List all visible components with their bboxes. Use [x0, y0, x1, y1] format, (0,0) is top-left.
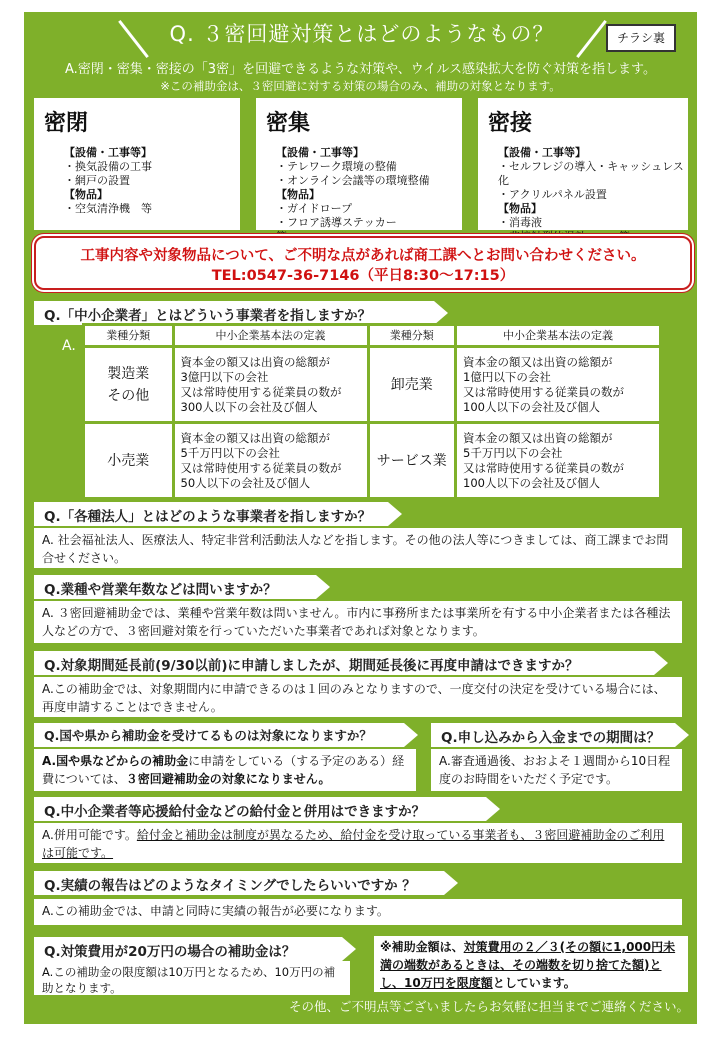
- category-line: ・テレワーク環境の整備: [276, 160, 397, 173]
- table-header: 中小企業基本法の定義: [173, 325, 368, 347]
- category-line: ・アクリルパネル設置: [498, 188, 607, 201]
- category-body: [498, 146, 686, 244]
- answer-text: A.併用可能です。: [42, 828, 137, 842]
- category-heading: [44, 106, 88, 137]
- category-heading-first: 密: [44, 111, 67, 136]
- contact-box: [34, 236, 692, 290]
- answer-q7: [34, 823, 682, 863]
- question-bar-q5: [34, 723, 404, 747]
- category-line: ・オンライン会議等の環境整備: [276, 174, 430, 187]
- industry-cell: 製造業 その他: [84, 347, 174, 423]
- note-text: ※補助金額は、: [380, 940, 464, 954]
- category-line: 【設備・工事等】: [276, 146, 364, 159]
- header-note: ※この補助金は、３密回避に対する対策の場合のみ、補助の対象となります。: [160, 79, 561, 93]
- flyer-back-tag: チラシ裏: [606, 24, 676, 52]
- answer-q9: A.この補助金の限度額は10万円となるため、10万円の補助となります。: [34, 961, 350, 995]
- answer-label: A.: [62, 338, 76, 354]
- flyer-page: [24, 12, 697, 1024]
- question-bar-q9: [34, 937, 342, 961]
- note-text: としています。: [492, 976, 576, 990]
- category-heading: [488, 106, 532, 137]
- category-line: ・換気設備の工事: [64, 160, 152, 173]
- question-bar-q3: [34, 575, 316, 599]
- category-heading-rest: 閉: [66, 111, 89, 136]
- answer-q6: A.審査通過後、おおよそ１週間から10日程度のお時間をいただく予定です。: [431, 749, 682, 791]
- arrow-right-icon: [316, 575, 330, 599]
- arrow-right-icon: [654, 651, 668, 675]
- category-heading-rest: 集: [288, 111, 311, 136]
- answer-q4: A.この補助金では、対象期間内に申請できるのは１回のみとなりますので、一度交付の決定を受けている場合には、再度申請することはできません。: [34, 677, 682, 717]
- category-line: ・網戸の設置: [64, 174, 130, 187]
- question-text: Q.国や県から補助金を受けてるものは対象になりますか？: [44, 728, 372, 743]
- category-line: 【物品】: [276, 188, 320, 201]
- industry-cell: 卸売業: [368, 347, 456, 423]
- answer-emphasis: ３密回避補助金の対象になりません。: [125, 772, 331, 786]
- category-box-closed: [34, 98, 240, 230]
- question-text: Q.「中小企業者」とはどういう事業者を指しますか？: [44, 308, 372, 324]
- answer-q3: A. ３密回避補助金では、業種や営業年数は問いません。市内に事務所または事業所を有する中小企業者または各種法人などの方で、３密回避対策を行っていただいた事業者であれば対象となります。: [34, 601, 682, 643]
- category-heading-rest: 接: [510, 111, 533, 136]
- answer-q2: A. 社会福祉法人、医療法人、特定非営利活動法人などを指します。その他の法人等につきましては、商工課までお問合せください。: [34, 528, 682, 568]
- question-text: Q.業種や営業年数などは問いますか？: [44, 582, 277, 598]
- table-header: 業種分類: [368, 325, 456, 347]
- arrow-right-icon: [444, 871, 458, 895]
- definition-cell: 資本金の額又は出資の総額が 3億円以下の会社 又は常時使用する従業員の数が 300人以下の会社及び個人: [173, 347, 368, 423]
- category-line: ・ガイドロープ: [276, 202, 353, 215]
- category-line: ・空気清浄機 等: [64, 202, 152, 215]
- arrow-right-icon: [404, 723, 418, 747]
- subsidy-note: [374, 936, 688, 992]
- category-heading-first: 密: [266, 111, 289, 136]
- definition-cell: 資本金の額又は出資の総額が 5千万円以下の会社 又は常時使用する従業員の数が 50人以下の会社及び個人: [173, 423, 368, 499]
- answer-emphasis: A.国や県などからの補助金: [42, 754, 189, 768]
- answer-q5: [34, 749, 416, 791]
- category-line: 【物品】: [498, 202, 542, 215]
- question-text: Q.「各種法人」とはどのような事業者を指しますか？: [44, 509, 372, 525]
- question-bar-q8: [34, 871, 444, 895]
- industry-cell: 小売業: [84, 423, 174, 499]
- footer-message: その他、ご不明点等ございましたらお気軽に担当までご連絡ください。: [288, 999, 689, 1014]
- sme-definition-table: [82, 323, 662, 500]
- question-bar-q2: [34, 502, 388, 526]
- question-text: Q.実績の報告はどのようなタイミングでしたらいいですか ？: [44, 878, 416, 894]
- category-body: [276, 146, 456, 244]
- arrow-right-icon: [434, 301, 448, 325]
- question-bar-q6: [431, 723, 675, 747]
- question-text: Q.申し込みから入金までの期間は？: [441, 730, 661, 746]
- question-text: Q.中小企業者等応援給付金などの給付金と併用はできますか？: [44, 804, 426, 820]
- category-line: 【設備・工事等】: [498, 146, 586, 159]
- question-bar-q4: [34, 651, 654, 675]
- category-line: ・セルフレジの導入・キャッシュレス化: [498, 160, 684, 187]
- table-header: 中小企業基本法の定義: [456, 325, 661, 347]
- category-line: ・フロア誘導ステッカー: [276, 216, 397, 229]
- arrow-right-icon: [388, 502, 402, 526]
- category-heading: [266, 106, 310, 137]
- category-body: [64, 146, 152, 216]
- category-box-crowd: [256, 98, 462, 230]
- table-header: 業種分類: [84, 325, 174, 347]
- contact-message: 工事内容や対象物品について、ご不明な点があれば商工課へとお問い合わせください。: [80, 248, 646, 264]
- definition-cell: 資本金の額又は出資の総額が 5千万円以下の会社 又は常時使用する従業員の数が 100人以下の会社及び個人: [456, 423, 661, 499]
- industry-cell: サービス業: [368, 423, 456, 499]
- answer-underlined: 給付金と補助金は制度が異なるため、給付金を受け取っている事業者も、３密回避補助金のご利用は可能です。: [42, 828, 665, 860]
- contact-phone[interactable]: TEL:0547-36-7146（平日8:30～17:15）: [211, 268, 515, 284]
- category-line: 【物品】: [64, 188, 108, 201]
- question-text: Q.対象期間延長前(9/30以前)に申請しましたが、期間延長後に再度申請はできますか？: [44, 658, 579, 674]
- question-text: Q.対策費用が20万円の場合の補助金は？: [44, 944, 296, 960]
- category-heading-first: 密: [488, 111, 511, 136]
- arrow-right-icon: [675, 723, 689, 747]
- category-line: ・消毒液: [498, 216, 542, 229]
- header-answer: A.密閉・密集・密接の「3密」を回避できるような対策や、ウイルス感染拡大を防ぐ対策を指します。: [65, 62, 656, 77]
- arrow-right-icon: [486, 797, 500, 821]
- answer-text: に申請をしている（する予定のある）経費については、: [42, 754, 405, 786]
- note-underlined: 対策費用の２／３(その額に1,000円未満の端数があるときは、その端数を切り捨てた額)とし、10万円を限度額: [380, 940, 676, 990]
- question-bar-q1: [34, 301, 434, 325]
- page-title: Q. ３密回避対策とはどのようなもの？: [169, 22, 555, 46]
- category-line: 【設備・工事等】: [64, 146, 152, 159]
- definition-cell: 資本金の額又は出資の総額が 1億円以下の会社 又は常時使用する従業員の数が 100人以下の会社及び個人: [456, 347, 661, 423]
- answer-q8: A.この補助金では、申請と同時に実績の報告が必要になります。: [34, 899, 682, 925]
- question-bar-q7: [34, 797, 486, 821]
- category-box-contact: [478, 98, 688, 230]
- arrow-right-icon: [342, 937, 356, 961]
